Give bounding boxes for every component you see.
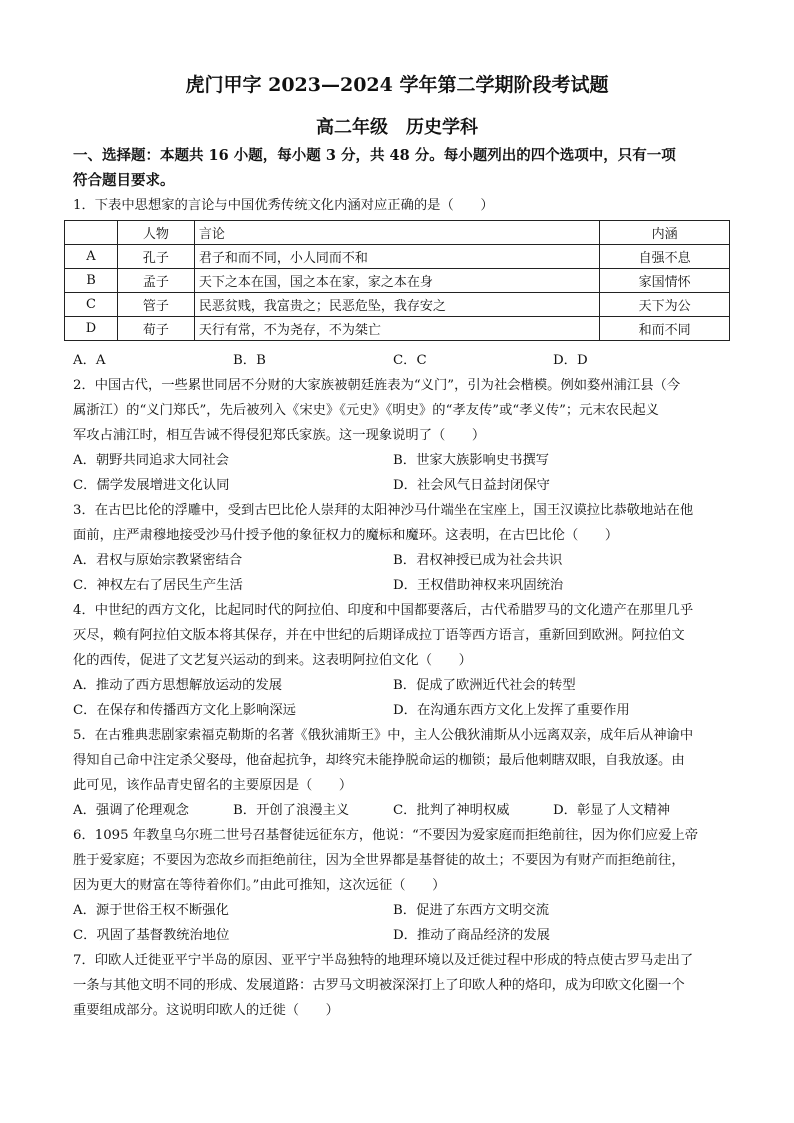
option-c[interactable]: C．神权左右了居民生产生活	[73, 578, 243, 593]
table-header-row	[65, 221, 730, 245]
table-row	[65, 293, 730, 317]
q5-stem-line-2: 得知自己命中注定杀父娶母，他奋起抗争，却终究未能挣脱命运的枷锁；最后他刺瞎双眼，自我放逐。由	[73, 753, 685, 768]
table-cell: 天下之本在国，国之本在家，家之本在身	[194, 269, 599, 293]
q2-options-row-2	[73, 477, 733, 495]
table-row	[65, 269, 730, 293]
q1-options	[73, 352, 733, 370]
table-cell: C	[65, 293, 118, 317]
option-b[interactable]: B．促成了欧洲近代社会的转型	[393, 678, 576, 693]
option-d[interactable]: D．社会风气日益封闭保守	[393, 478, 550, 493]
section-heading-line-2: 符合题目要求。	[73, 172, 175, 189]
section-heading-line-1: 一、选择题：本题共 16 小题，每小题 3 分，共 48 分。每小题列出的四个选项中，只有一项	[73, 147, 676, 164]
table-cell: 荀子	[117, 317, 194, 341]
table-cell: 君子和而不同，小人同而不和	[194, 245, 599, 269]
q6-stem-line-1: 6．1095 年教皇乌尔班二世号召基督徒远征东方，他说：“不要因为爱家庭而拒绝前往，因为你们应爱上帝	[73, 828, 699, 843]
option-c[interactable]: C．批判了神明权威	[393, 803, 510, 818]
exam-title: 虎门甲字 2023—2024 学年第二学期阶段考试题	[185, 74, 609, 96]
option-a[interactable]: A．朝野共同追求大同社会	[73, 453, 229, 468]
table-cell: 孟子	[117, 269, 194, 293]
q6-options-row-1	[73, 902, 733, 920]
option-a[interactable]: A．强调了伦理观念	[73, 803, 189, 818]
q6-stem-line-2: 胜于爱家庭；不要因为恋故乡而拒绝前往，因为全世界都是基督徒的故土；不要因为有财产而拒绝前往，	[73, 853, 685, 868]
q2-options-row-1	[73, 452, 733, 470]
q4-options-row-2	[73, 702, 733, 720]
table-row	[65, 317, 730, 341]
q4-stem-line-2: 灭尽，赖有阿拉伯文版本将其保存，并在中世纪的后期译成拉丁语等西方语言，重新回到欧洲。阿拉伯文	[73, 628, 685, 643]
table-row	[65, 245, 730, 269]
section-heading	[73, 143, 728, 193]
table-cell: 天行有常，不为尧存，不为桀亡	[194, 317, 599, 341]
option-a[interactable]: A．推动了西方思想解放运动的发展	[73, 678, 283, 693]
q4-stem-line-1: 4．中世纪的西方文化，比起同时代的阿拉伯、印度和中国都要落后，古代希腊罗马的文化遗产在那里几乎	[73, 603, 694, 618]
table-cell: D	[65, 317, 118, 341]
option-c[interactable]: C．儒学发展增进文化认同	[73, 478, 230, 493]
table-cell: 和而不同	[600, 317, 730, 341]
option-d[interactable]: D．推动了商品经济的发展	[393, 928, 550, 943]
option-b[interactable]: B．世家大族影响史书撰写	[393, 453, 550, 468]
option-b[interactable]: B．促进了东西方文明交流	[393, 903, 550, 918]
option-b[interactable]: B．君权神授已成为社会共识	[393, 553, 563, 568]
q6-options-row-2	[73, 927, 733, 945]
option-a[interactable]: A．源于世俗王权不断强化	[73, 903, 229, 918]
table-cell: B	[65, 269, 118, 293]
q4-options-row-1	[73, 677, 733, 695]
option-c[interactable]: C．在保存和传播西方文化上影响深远	[73, 703, 296, 718]
table-cell: 民恶贫贱，我富贵之；民恶危坠，我存安之	[194, 293, 599, 317]
q5-options	[73, 802, 733, 820]
table-cell: 管子	[117, 293, 194, 317]
table-header-cell: 人物	[117, 221, 194, 245]
table-header-cell: 言论	[194, 221, 599, 245]
table-cell: 天下为公	[600, 293, 730, 317]
q7-stem-line-1: 7．印欧人迁徙亚平宁半岛的原因、亚平宁半岛独特的地理环境以及迁徙过程中形成的特点使古罗马走出了	[73, 953, 694, 968]
table-cell: 家国情怀	[600, 269, 730, 293]
option-d[interactable]: D．D	[553, 353, 588, 368]
table-cell: 孔子	[117, 245, 194, 269]
q3-stem-line-2: 面前，庄严肃穆地接受沙马什授予他的象征权力的魔标和魔环。这表明，在古巴比伦（ ）	[73, 528, 619, 543]
q5-stem-line-1: 5．在古雅典悲剧家索福克勒斯的名著《俄狄浦斯王》中，主人公俄狄浦斯从小远离双亲，成年后从神谕中	[73, 728, 694, 743]
q4-stem-line-3: 化的西传，促进了文艺复兴运动的到来。这表明阿拉伯文化（ ）	[73, 653, 472, 668]
q2-stem-line-1: 2．中国古代，一些累世同居不分财的大家族被朝廷旌表为“义门”，引为社会楷模。例如婺州浦江县（今	[73, 378, 681, 393]
table-cell: A	[65, 245, 118, 269]
option-a[interactable]: A．A	[73, 353, 106, 368]
q3-options-row-1	[73, 552, 733, 570]
option-a[interactable]: A．君权与原始宗教紧密结合	[73, 553, 243, 568]
q1-table	[64, 220, 730, 341]
exam-subtitle: 高二年级 历史学科	[316, 117, 478, 138]
q7-stem-line-3: 重要组成部分。这说明印欧人的迁徙（ ）	[73, 1003, 339, 1018]
option-d[interactable]: D．王权借助神权来巩固统治	[393, 578, 564, 593]
table-header-cell: 内涵	[600, 221, 730, 245]
option-d[interactable]: D．彰显了人文精神	[553, 803, 671, 818]
option-d[interactable]: D．在沟通东西方文化上发挥了重要作用	[393, 703, 630, 718]
q6-stem-line-3: 因为更大的财富在等待着你们。”由此可推知，这次远征（ ）	[73, 878, 446, 893]
q3-stem-line-1: 3．在古巴比伦的浮雕中，受到古巴比伦人崇拜的太阳神沙马什端坐在宝座上，国王汉谟拉比恭敬地站在他	[73, 503, 694, 518]
table-cell: 自强不息	[600, 245, 730, 269]
q3-options-row-2	[73, 577, 733, 595]
option-c[interactable]: C．C	[393, 353, 427, 368]
q2-stem-line-2: 属浙江）的“义门郑氏”，先后被列入《宋史》《元史》《明史》的“孝友传”或“孝义传”；元末农民起义	[73, 403, 659, 418]
q1-stem: 1．下表中思想家的言论与中国优秀传统文化内涵对应正确的是（ ）	[73, 198, 494, 213]
option-c[interactable]: C．巩固了基督教统治地位	[73, 928, 230, 943]
q2-stem-line-3: 军攻占浦江时，相互告诫不得侵犯郑氏家族。这一现象说明了（ ）	[73, 428, 486, 443]
option-b[interactable]: B．B	[233, 353, 266, 368]
q7-stem-line-2: 一条与其他文明不同的形成、发展道路：古罗马文明被深深打上了印欧人种的烙印，成为印欧文化圈一个	[73, 978, 685, 993]
option-b[interactable]: B．开创了浪漫主义	[233, 803, 350, 818]
q5-stem-line-3: 此可见，该作品青史留名的主要原因是（ ）	[73, 778, 353, 793]
table-header-cell	[65, 221, 118, 245]
